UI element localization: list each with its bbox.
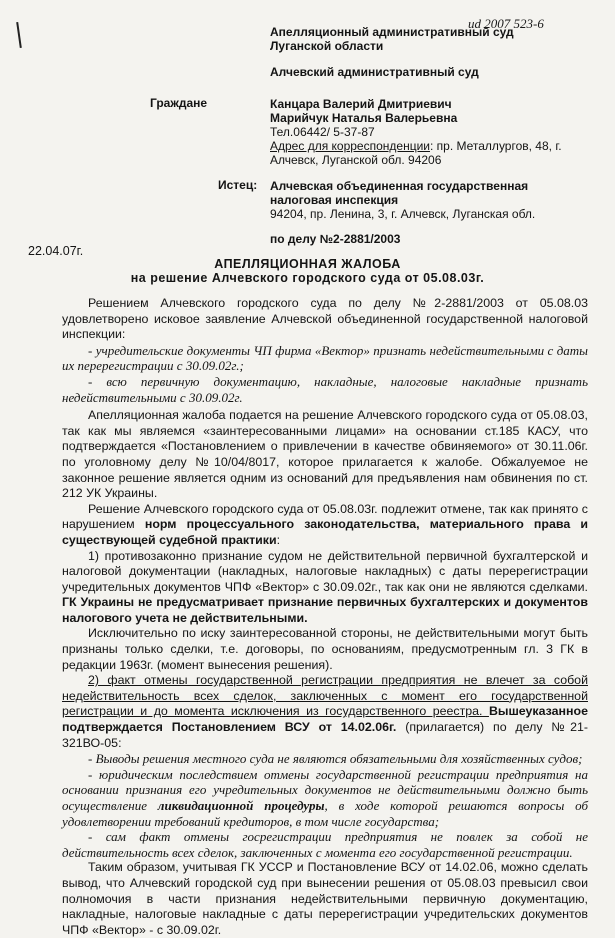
paragraph-point-1 [62,549,588,627]
court-name-line2: Луганской области [270,39,384,53]
case-reference: по делу №2-2881/2003 [270,232,401,246]
point-2-emphasis: Вышеуказанное подтверждается Постановлением ВСУ от 14.02.06г. [62,704,588,735]
complaint-body [62,296,588,938]
point-2-tail: (прилагается) по делу №21-321ВО-05: [62,720,588,750]
quote-2 [62,767,588,829]
plaintiff-line1: Алчевская объединенная государственная [270,179,529,193]
grounds-text: Решение Алчевского городского суда от 05.08.03г. подлежит отмене, так как принято с нарушением [62,501,588,532]
document-stamp: ud 2007 523-6 [468,16,544,31]
phone: Тел.06442/ 5-37-87 [270,125,375,139]
margin-pen-mark [16,22,22,48]
paragraph-appeal-basis: Апелляционная жалоба подается на решение Алчевского городского суда от 05.08.03, так как мы являемся «заинтересованными лицами» на основании ст.185 КАСУ, что подтверждается «Постановлением о привлечении в качестве обвиняемого» от 30.11.06г. по уголовному делу №10/04/8017, которое прилагается к жалобе. Обжалуемое не законное решение является одним из оснований для предъявления нам обвинения по ст. 212 УК Украины. [62,408,588,501]
quote-1: - Выводы решения местного суда не являются обязательными для хозяйственных судов; [88,751,583,767]
citizens-label: Граждане [150,96,208,110]
citizen-2: Марийчук Наталья Валерьевна [270,111,458,125]
quote-2-tail: , в ходе которой решаются вопросы об удовлетворении требований кредиторов, в том числе государства; [62,798,588,829]
plaintiff-line2: налоговая инспекция [270,193,399,207]
paragraph-point-2 [62,673,588,751]
quote-3: - сам факт отмены госрегистрации предприятия не повлек за собой не действительность всех сделок, заключенных с момента его государственной регистрации. [62,829,588,860]
court2-name: Алчевский административный суд [270,65,479,79]
paragraph-exclusively: Исключительно по иску заинтересованной стороны, не действительными могут быть признаны только сделки, т.е. договоры, по основаниям, предусмотренным гл. 3 ГК в редакции 1963г. (момент вынесения решения). [62,626,588,672]
quote-2-emphasis: ликвидационной процедуры [157,798,325,813]
grounds-emphasis: норм процессуального законодательства, материального права и существующей судебной практики [62,517,588,547]
complaint-title: АПЕЛЛЯЦИОННАЯ ЖАЛОБА [214,257,401,271]
point-1-text: 1) противозаконно признание судом не действительной первичной бухгалтерской и налоговой документации (накладных, налоговые накладных) с даты перерегистрации учредительных документов ЧПФ «Вектор» с 30.09.02г., так как они не являются сделками. [62,548,588,594]
quote-2-text: - юридическим последствием отмены государственной регистрации предприятия на основании признания его учредительных документов не действительными должно быть осуществление [62,766,588,813]
document-date: 22.04.07г. [28,244,84,258]
plaintiff-address: 94204, пр. Ленина, 3, г. Алчевск, Луганская обл. [270,207,536,221]
point-1-emphasis: ГК Украины не предусматривает признание первичных бухгалтерских и документов налогового учета не действительными. [62,595,588,625]
paragraph-conclusion: Таким образом, учитывая ГК УССР и Постановление ВСУ от 14.02.06, можно сделать вывод, что Алчевский городской суд при вынесении решения от 05.08.03 превысил свои полномочия в части признания недействительными первичную документацию, накладные, налоговые накладные с даты перерегистрации учредительских документов ЧПФ «Вектор» - с 30.09.02г. [62,860,588,937]
address-label: Адрес для корреспонденции [270,139,430,153]
list-item-primary-docs: - всю первичную документацию, накладные, налоговые накладные признать недействительными с 30.09.02г. [62,373,588,405]
address-line2: Алчевск, Луганской обл. 94206 [270,153,442,167]
point-2-underlined: 2) факт отмены государственной регистрации предприятия не влечет за собой недействительность всех сделок, заключенных с момент его государственной регистрации и до момента исключения из государственного реестра. [62,673,588,719]
list-item-documents: - учредительские документы ЧП фирма «Вектор» признать недействительными с даты их перерегистрации с 30.09.02г.; [62,342,588,374]
paragraph-grounds [62,502,588,549]
court-name-line1: Апелляционный административный суд [270,25,514,39]
address-rest: : пр. Металлургов, 48, г. [429,139,562,153]
grounds-colon: : [276,532,281,547]
paragraph-decision: Решением Алчевского городского суда по делу №2-2881/2003 от 05.08.03 удовлетворено исковое заявление Алчевской объединенной государственной налоговой инспекции: [62,296,588,342]
citizen-1: Канцара Валерий Дмитриевич [270,97,452,111]
plaintiff-label: Истец: [218,178,258,192]
complaint-subtitle: на решение Алчевского городского суда от 05.08.03г. [130,271,485,285]
